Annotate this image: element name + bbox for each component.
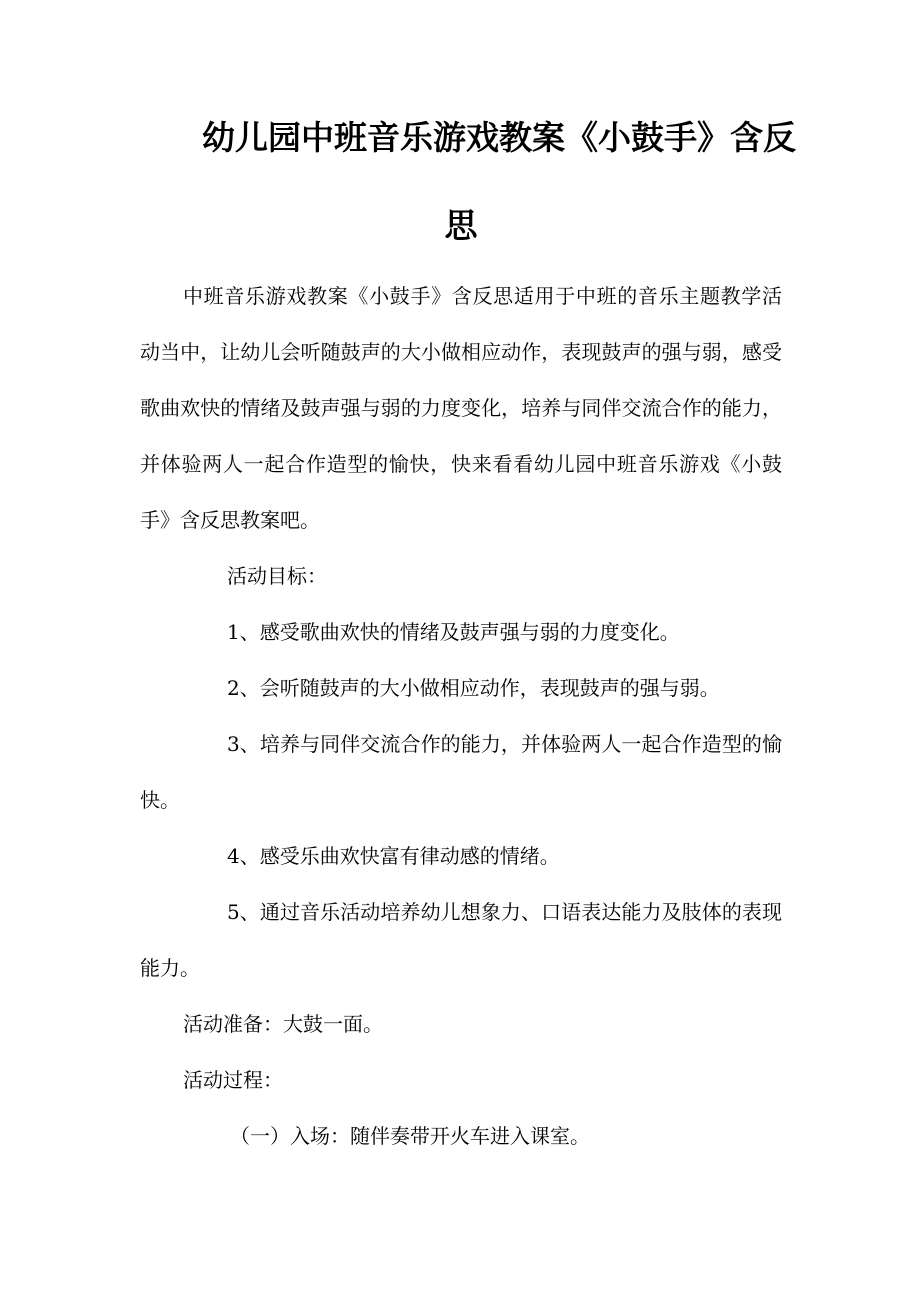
document-title-line1: 幼儿园中班音乐游戏教案《小鼓手》含反 <box>202 118 796 157</box>
goals-heading: 活动目标： <box>227 564 327 588</box>
goal-item-4: 4、感受乐曲欢快富有律动感的情绪。 <box>227 844 560 868</box>
process-heading: 活动过程： <box>183 1068 283 1092</box>
document-title-line2: 思 <box>444 206 478 245</box>
intro-paragraph: 中班音乐游戏教案《小鼓手》含反思适用于中班的音乐主题教学活动当中，让幼儿会听随鼓声的大小做相应动作，表现鼓声的强与弱，感受歌曲欢快的情绪及鼓声强与弱的力度变化，培养与同伴交流合作的能力，并体验两人一起合作造型的愉快，快来看看幼儿园中班音乐游戏《小鼓手》含反思教案吧。 <box>140 284 782 532</box>
process-step-1: （一）入场：随伴奏带开火车进入课室。 <box>230 1124 590 1148</box>
preparation-line: 活动准备：大鼓一面。 <box>183 1012 383 1036</box>
goal-item-2: 2、会听随鼓声的大小做相应动作，表现鼓声的强与弱。 <box>227 676 720 700</box>
goal-item-5: 5、通过音乐活动培养幼儿想象力、口语表达能力及肢体的表现能力。 <box>140 900 782 980</box>
goal-item-3: 3、培养与同伴交流合作的能力，并体验两人一起合作造型的愉快。 <box>140 732 782 812</box>
goal-item-1: 1、感受歌曲欢快的情绪及鼓声强与弱的力度变化。 <box>227 620 680 644</box>
